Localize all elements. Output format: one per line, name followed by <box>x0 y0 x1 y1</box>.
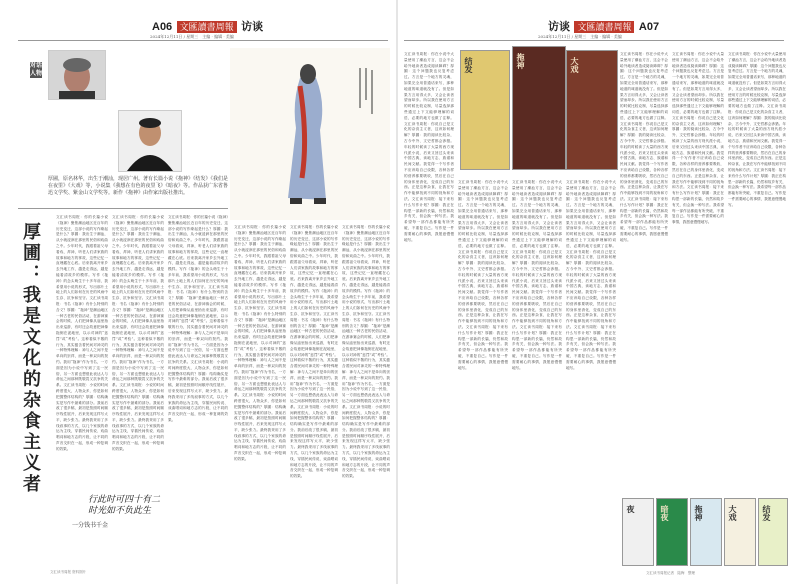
author-portrait-photo-1 <box>48 50 106 100</box>
painting-figure-icon <box>230 48 390 220</box>
column-tag: 对话人物 <box>30 63 43 77</box>
portrait-1-figure-icon <box>49 51 105 99</box>
portrait-2-figure-icon <box>119 111 181 171</box>
book-cover-bottom-title: 拖神 <box>694 505 704 521</box>
left-body-col-2: 文汇读书周报：你的长篇小说《拖神》聚焦潮汕地区近百年的历史变迁，这部小说的写作缘起是什么？厚圃：我出生于潮汕，从小就浸润在那里的民俗和戏曲之中。少年时代，我跟着祖父母看戏、拜神，听老人们讲家族的故事和地方的掌故，这些记忆一直埋藏在心底。后来我离开家乡去外地工作，越是走得远，越是能看清故乡的模样。写作《拖神》的念头萌生于十多年前，我希望用小说的形式，写出那片土地上的人们如何在历史的风雨中生存、抗争和坚守。文汇读书周报：书名《拖神》有什么特别的含义？厚圃：“拖神”是潮汕地区一种古老的民俗活动，在游神赛会的时候，人们把神像从庙里抬出来巡游，有时还会故意把神像拖倒在泥地里，以示对神的“惩罚”或“考验”。这种看似不敬的行为，其实蕴含着民间对神灵的一种特殊理解：神与人之间不是单向的崇拜，而是一种双向的契约。我用“拖神”作为书名，一方面是因为小说中写到了这一民俗，另一方面也想借此表达人与命运之间那种既敬畏又抗争的关系。文汇读书周报：小说的时间跨度很大，人物众多，你是如何把握整体结构的？厚圃：结构确实是写作中最难的部分。我前后改了很多稿，最初是按照时间顺序线性展开，后来发现这样写太平，缺少张力。最终我采用了多线叙事的方式，以几个家族的命运为主线，穿插民间传说、戏曲唱词和地方志的片段，让不同的声音交织在一起，形成一种复调的效果。 <box>112 215 164 451</box>
right-body-col-5: 文汇读书周报：你在小说中大量使用了潮汕方言，这会不会给外地读者造成阅读障碍？厚圃：这个问题我也反复考虑过。方言是一个地方的灵魂，如果完全用普通话来写，那种地道的味道就没有了。但是如果方言用得太多，又会让读者望而却步。所以我在使用方言的时候比较克制，尽量选择那些通过上下文能够理解的词语，必要的地方也做了注释。文汇读书周报：你说自己是文化的杂食主义者，这该如何理解？厚圃：我的阅读比较杂，古今中外、文史哲都会涉猎。年轻的时候读了大量的西方现代派小说，后来又回过头来读中国古典，读地方志、族谱和民间文献。我觉得一个写作者不应该给自己设限，各种各样的营养都要吸收，然后在自己的身体里消化，变成自己的东西。正是这种杂食，让我在写作中能够找到不同的视角和方法。文汇读书周报：接下来有什么写作计划？厚圃：我正在构思一部新的长篇，仍然和故乡有关，但会换一种写法。我希望每一部作品都能有所突破，不重复自己。写作是一件需要耐心的事情，我愿意慢慢地写。 <box>620 52 668 242</box>
book-cover-top-3 <box>566 50 618 170</box>
article-headline: 厚圃：我是文化的杂食主义者 <box>20 222 41 495</box>
book-cover-bottom-title: 暗夜 <box>660 505 670 521</box>
right-body-col-4: 文汇读书周报：你在小说中大量使用了潮汕方言，这会不会给外地读者造成阅读障碍？厚圃：这个问题我也反复考虑过。方言是一个地方的灵魂，如果完全用普通话来写，那种地道的味道就没有了。但是如果方言用得太多，又会让读者望而却步。所以我在使用方言的时候比较克制，尽量选择那些通过上下文能够理解的词语，必要的地方也做了注释。文汇读书周报：你说自己是文化的杂食主义者，这该如何理解？厚圃：我的阅读比较杂，古今中外、文史哲都会涉猎。年轻的时候读了大量的西方现代派小说，后来又回过头来读中国古典，读地方志、族谱和民间文献。我觉得一个写作者不应该给自己设限，各种各样的营养都要吸收，然后在自己的身体里消化，变成自己的东西。正是这种杂食，让我在写作中能够找到不同的视角和方法。文汇读书周报：接下来有什么写作计划？厚圃：我正在构思一部新的长篇，仍然和故乡有关，但会换一种写法。我希望每一部作品都能有所突破，不重复自己。写作是一件需要耐心的事情，我愿意慢慢地写。 <box>566 180 616 370</box>
book-cover-bottom-5 <box>758 498 788 566</box>
left-body-col-3: 文汇读书周报：你的长篇小说《拖神》聚焦潮汕地区近百年的历史变迁，这部小说的写作缘起是什么？厚圃：我出生于潮汕，从小就浸润在那里的民俗和戏曲之中。少年时代，我跟着祖父母看戏、拜神，听老人们讲家族的故事和地方的掌故，这些记忆一直埋藏在心底。后来我离开家乡去外地工作，越是走得远，越是能看清故乡的模样。写作《拖神》的念头萌生于十多年前，我希望用小说的形式，写出那片土地上的人们如何在历史的风雨中生存、抗争和坚守。文汇读书周报：书名《拖神》有什么特别的含义？厚圃：“拖神”是潮汕地区一种古老的民俗活动，在游神赛会的时候，人们把神像从庙里抬出来巡游，有时还会故意把神像拖倒在泥地里，以示对神的“惩罚”或“考验”。这种看似不敬的行为，其实蕴含着民间对神灵的一种特殊理解：神与人之间不是单向的崇拜，而是一种双向的契约。我用“拖神”作为书名，一方面是因为小说中写到了这一民俗，另一方面也想借此表达人与命运之间那种既敬畏又抗争的关系。文汇读书周报：小说的时间跨度很大，人物众多，你是如何把握整体结构的？厚圃：结构确实是写作中最难的部分。我前后改了很多稿，最初是按照时间顺序线性展开，后来发现这样写太平，缺少张力。最终我采用了多线叙事的方式，以几个家族的命运为主线，穿插民间传说、戏曲唱词和地方志的片段，让不同的声音交织在一起，形成一种复调的效果。 <box>168 215 228 422</box>
ink-painting-artwork <box>230 48 390 220</box>
right-section-name: 访谈 <box>548 21 570 33</box>
left-section-name: 访谈 <box>241 21 264 33</box>
book-cover-bottom-3 <box>690 498 722 566</box>
calligraphy-signature: 一分钱书千金 <box>72 522 109 529</box>
right-body-col-2: 文汇读书周报：你在小说中大量使用了潮汕方言，这会不会给外地读者造成阅读障碍？厚圃：这个问题我也反复考虑过。方言是一个地方的灵魂，如果完全用普通话来写，那种地道的味道就没有了。但是如果方言用得太多，又会让读者望而却步。所以我在使用方言的时候比较克制，尽量选择那些通过上下文能够理解的词语，必要的地方也做了注释。文汇读书周报：你说自己是文化的杂食主义者，这该如何理解？厚圃：我的阅读比较杂，古今中外、文史哲都会涉猎。年轻的时候读了大量的西方现代派小说，后来又回过头来读中国古典，读地方志、族谱和民间文献。我觉得一个写作者不应该给自己设限，各种各样的营养都要吸收，然后在自己的身体里消化，变成自己的东西。正是这种杂食，让我在写作中能够找到不同的视角和方法。文汇读书周报：接下来有什么写作计划？厚圃：我正在构思一部新的长篇，仍然和故乡有关，但会换一种写法。我希望每一部作品都能有所突破，不重复自己。写作是一件需要耐心的事情，我愿意慢慢地写。 <box>458 180 508 370</box>
left-page-number: A06 <box>152 21 173 33</box>
book-cover-top-title: 大戏 <box>570 57 580 73</box>
book-cover-bottom-4 <box>724 498 756 566</box>
left-body-col-5: 文汇读书周报：你的长篇小说《拖神》聚焦潮汕地区近百年的历史变迁，这部小说的写作缘起是什么？厚圃：我出生于潮汕，从小就浸润在那里的民俗和戏曲之中。少年时代，我跟着祖父母看戏、拜神，听老人们讲家族的故事和地方的掌故，这些记忆一直埋藏在心底。后来我离开家乡去外地工作，越是走得远，越是能看清故乡的模样。写作《拖神》的念头萌生于十多年前，我希望用小说的形式，写出那片土地上的人们如何在历史的风雨中生存、抗争和坚守。文汇读书周报：书名《拖神》有什么特别的含义？厚圃：“拖神”是潮汕地区一种古老的民俗活动，在游神赛会的时候，人们把神像从庙里抬出来巡游，有时还会故意把神像拖倒在泥地里，以示对神的“惩罚”或“考验”。这种看似不敬的行为，其实蕴含着民间对神灵的一种特殊理解：神与人之间不是单向的崇拜，而是一种双向的契约。我用“拖神”作为书名，一方面是因为小说中写到了这一民俗，另一方面也想借此表达人与命运之间那种既敬畏又抗争的关系。文汇读书周报：小说的时间跨度很大，人物众多，你是如何把握整体结构的？厚圃：结构确实是写作中最难的部分。我前后改了很多稿，最初是按照时间顺序线性展开，后来发现这样写太平，缺少张力。最终我采用了多线叙事的方式，以几个家族的命运为主线，穿插民间传说、戏曲唱词和地方志的片段，让不同的声音交织在一起，形成一种复调的效果。 <box>290 225 338 479</box>
book-cover-bottom-2 <box>656 498 688 566</box>
right-body-col-3: 文汇读书周报：你在小说中大量使用了潮汕方言，这会不会给外地读者造成阅读障碍？厚圃：这个问题我也反复考虑过。方言是一个地方的灵魂，如果完全用普通话来写，那种地道的味道就没有了。但是如果方言用得太多，又会让读者望而却步。所以我在使用方言的时候比较克制，尽量选择那些通过上下文能够理解的词语，必要的地方也做了注释。文汇读书周报：你说自己是文化的杂食主义者，这该如何理解？厚圃：我的阅读比较杂，古今中外、文史哲都会涉猎。年轻的时候读了大量的西方现代派小说，后来又回过头来读中国古典，读地方志、族谱和民间文献。我觉得一个写作者不应该给自己设限，各种各样的营养都要吸收，然后在自己的身体里消化，变成自己的东西。正是这种杂食，让我在写作中能够找到不同的视角和方法。文汇读书周报：接下来有什么写作计划？厚圃：我正在构思一部新的长篇，仍然和故乡有关，但会换一种写法。我希望每一部作品都能有所突破，不重复自己。写作是一件需要耐心的事情，我愿意慢慢地写。 <box>512 180 562 370</box>
left-header-rule <box>18 40 388 41</box>
right-header-rule <box>404 40 784 41</box>
book-cover-top-1 <box>460 50 510 170</box>
book-cover-top-title: 拖神 <box>516 53 526 69</box>
left-body-col-1: 文汇读书周报：你的长篇小说《拖神》聚焦潮汕地区近百年的历史变迁，这部小说的写作缘起是什么？厚圃：我出生于潮汕，从小就浸润在那里的民俗和戏曲之中。少年时代，我跟着祖父母看戏、拜神，听老人们讲家族的故事和地方的掌故，这些记忆一直埋藏在心底。后来我离开家乡去外地工作，越是走得远，越是能看清故乡的模样。写作《拖神》的念头萌生于十多年前，我希望用小说的形式，写出那片土地上的人们如何在历史的风雨中生存、抗争和坚守。文汇读书周报：书名《拖神》有什么特别的含义？厚圃：“拖神”是潮汕地区一种古老的民俗活动，在游神赛会的时候，人们把神像从庙里抬出来巡游，有时还会故意把神像拖倒在泥地里，以示对神的“惩罚”或“考验”。这种看似不敬的行为，其实蕴含着民间对神灵的一种特殊理解：神与人之间不是单向的崇拜，而是一种双向的契约。我用“拖神”作为书名，一方面是因为小说中写到了这一民俗，另一方面也想借此表达人与命运之间那种既敬畏又抗争的关系。文汇读书周报：小说的时间跨度很大，人物众多，你是如何把握整体结构的？厚圃：结构确实是写作中最难的部分。我前后改了很多稿，最初是按照时间顺序线性展开，后来发现这样写太平，缺少张力。最终我采用了多线叙事的方式，以几个家族的命运为主线，穿插民间传说、戏曲唱词和地方志的片段，让不同的声音交织在一起，形成一种复调的效果。 <box>56 215 108 451</box>
left-body-col-6: 文汇读书周报：你的长篇小说《拖神》聚焦潮汕地区近百年的历史变迁，这部小说的写作缘起是什么？厚圃：我出生于潮汕，从小就浸润在那里的民俗和戏曲之中。少年时代，我跟着祖父母看戏、拜神，听老人们讲家族的故事和地方的掌故，这些记忆一直埋藏在心底。后来我离开家乡去外地工作，越是走得远，越是能看清故乡的模样。写作《拖神》的念头萌生于十多年前，我希望用小说的形式，写出那片土地上的人们如何在历史的风雨中生存、抗争和坚守。文汇读书周报：书名《拖神》有什么特别的含义？厚圃：“拖神”是潮汕地区一种古老的民俗活动，在游神赛会的时候，人们把神像从庙里抬出来巡游，有时还会故意把神像拖倒在泥地里，以示对神的“惩罚”或“考验”。这种看似不敬的行为，其实蕴含着民间对神灵的一种特殊理解：神与人之间不是单向的崇拜，而是一种双向的契约。我用“拖神”作为书名，一方面是因为小说中写到了这一民俗，另一方面也想借此表达人与命运之间那种既敬畏又抗争的关系。文汇读书周报：小说的时间跨度很大，人物众多，你是如何把握整体结构的？厚圃：结构确实是写作中最难的部分。我前后改了很多稿，最初是按照时间顺序线性展开，后来发现这样写太平，缺少张力。最终我采用了多线叙事的方式，以几个家族的命运为主线，穿插民间传说、戏曲唱词和地方志的片段，让不同的声音交织在一起，形成一种复调的效果。 <box>342 225 390 479</box>
left-issue-meta: 2024年12月11日 / 星期三 主编 · 编辑 · 美编 <box>150 34 234 39</box>
book-cover-bottom-title: 夜 <box>626 505 636 513</box>
right-issue-meta: 2024年12月11日 / 星期三 主编 · 编辑 · 美编 <box>538 34 622 39</box>
right-body-col-7: 文汇读书周报：你在小说中大量使用了潮汕方言，这会不会给外地读者造成阅读障碍？厚圃：这个问题我也反复考虑过。方言是一个地方的灵魂，如果完全用普通话来写，那种地道的味道就没有了。但是如果方言用得太多，又会让读者望而却步。所以我在使用方言的时候比较克制，尽量选择那些通过上下文能够理解的词语，必要的地方也做了注释。文汇读书周报：你说自己是文化的杂食主义者，这该如何理解？厚圃：我的阅读比较杂，古今中外、文史哲都会涉猎。年轻的时候读了大量的西方现代派小说，后来又回过头来读中国古典，读地方志、族谱和民间文献。我觉得一个写作者不应该给自己设限，各种各样的营养都要吸收，然后在自己的身体里消化，变成自己的东西。正是这种杂食，让我在写作中能够找到不同的视角和方法。文汇读书周报：接下来有什么写作计划？厚圃：我正在构思一部新的长篇，仍然和故乡有关，但会换一种写法。我希望每一部作品都能有所突破，不重复自己。写作是一件需要耐心的事情，我愿意慢慢地写。 <box>728 52 786 207</box>
book-cover-bottom-title: 结发 <box>762 505 772 521</box>
left-page <box>0 0 397 584</box>
book-cover-bottom-1 <box>622 498 654 566</box>
left-caption-rule <box>18 208 228 209</box>
left-photo-credit: 文汇读书周报 资料图片 <box>50 570 87 574</box>
left-brand-logo: 文匯讀書周報 <box>177 21 237 33</box>
author-portrait-photo-2 <box>118 110 182 172</box>
book-cover-bottom-title: 大戏 <box>728 505 738 521</box>
left-body-col-4: 文汇读书周报：你的长篇小说《拖神》聚焦潮汕地区近百年的历史变迁，这部小说的写作缘起是什么？厚圃：我出生于潮汕，从小就浸润在那里的民俗和戏曲之中。少年时代，我跟着祖父母看戏、拜神，听老人们讲家族的故事和地方的掌故，这些记忆一直埋藏在心底。后来我离开家乡去外地工作，越是走得远，越是能看清故乡的模样。写作《拖神》的念头萌生于十多年前，我希望用小说的形式，写出那片土地上的人们如何在历史的风雨中生存、抗争和坚守。文汇读书周报：书名《拖神》有什么特别的含义？厚圃：“拖神”是潮汕地区一种古老的民俗活动，在游神赛会的时候，人们把神像从庙里抬出来巡游，有时还会故意把神像拖倒在泥地里，以示对神的“惩罚”或“考验”。这种看似不敬的行为，其实蕴含着民间对神灵的一种特殊理解：神与人之间不是单向的崇拜，而是一种双向的契约。我用“拖神”作为书名，一方面是因为小说中写到了这一民俗，另一方面也想借此表达人与命运之间那种既敬畏又抗争的关系。文汇读书周报：小说的时间跨度很大，人物众多，你是如何把握整体结构的？厚圃：结构确实是写作中最难的部分。我前后改了很多稿，最初是按照时间顺序线性展开，后来发现这样写太平，缺少张力。最终我采用了多线叙事的方式，以几个家族的命运为主线，穿插民间传说、戏曲唱词和地方志的片段，让不同的声音交织在一起，形成一种复调的效果。 <box>234 225 286 461</box>
right-body-col-1: 文汇读书周报：你在小说中大量使用了潮汕方言，这会不会给外地读者造成阅读障碍？厚圃：这个问题我也反复考虑过。方言是一个地方的灵魂，如果完全用普通话来写，那种地道的味道就没有了。但是如果方言用得太多，又会让读者望而却步。所以我在使用方言的时候比较克制，尽量选择那些通过上下文能够理解的词语，必要的地方也做了注释。文汇读书周报：你说自己是文化的杂食主义者，这该如何理解？厚圃：我的阅读比较杂，古今中外、文史哲都会涉猎。年轻的时候读了大量的西方现代派小说，后来又回过头来读中国古典，读地方志、族谱和民间文献。我觉得一个写作者不应该给自己设限，各种各样的营养都要吸收，然后在自己的身体里消化，变成自己的东西。正是这种杂食，让我在写作中能够找到不同的视角和方法。文汇读书周报：接下来有什么写作计划？厚圃：我正在构思一部新的长篇，仍然和故乡有关，但会换一种写法。我希望每一部作品都能有所突破，不重复自己。写作是一件需要耐心的事情，我愿意慢慢地写。 <box>404 52 454 242</box>
calligraphy-inscription: 行此时可四十有二 时光如不负此生 <box>88 495 161 516</box>
right-body-col-6: 文汇读书周报：你在小说中大量使用了潮汕方言，这会不会给外地读者造成阅读障碍？厚圃：这个问题我也反复考虑过。方言是一个地方的灵魂，如果完全用普通话来写，那种地道的味道就没有了。但是如果方言用得太多，又会让读者望而却步。所以我在使用方言的时候比较克制，尽量选择那些通过上下文能够理解的词语，必要的地方也做了注释。文汇读书周报：你说自己是文化的杂食主义者，这该如何理解？厚圃：我的阅读比较杂，古今中外、文史哲都会涉猎。年轻的时候读了大量的西方现代派小说，后来又回过头来读中国古典，读地方志、族谱和民间文献。我觉得一个写作者不应该给自己设限，各种各样的营养都要吸收，然后在自己的身体里消化，变成自己的东西。正是这种杂食，让我在写作中能够找到不同的视角和方法。文汇读书周报：接下来有什么写作计划？厚圃：我正在构思一部新的长篇，仍然和故乡有关，但会换一种写法。我希望每一部作品都能有所突破，不重复自己。写作是一件需要耐心的事情，我愿意慢慢地写。 <box>672 52 724 225</box>
book-cover-top-2 <box>512 46 566 170</box>
right-page <box>398 0 795 584</box>
right-brand-logo: 文匯讀書周報 <box>574 21 634 33</box>
right-page-number: A07 <box>638 21 660 33</box>
book-cover-top-title: 结发 <box>464 57 474 73</box>
author-caption: 厚圃，原名林华，出生于潮汕，现居广州。著有长篇小说《拖神》《结发》《我们是在夜里》《大戏》等，小说集《我想在有色的夜里飞》《暗夜》等。作品获广东省鲁迅文学奖、紫金山文学奖等。新作《拖神》由作家出版社推出。 <box>48 176 229 196</box>
right-footer-credit: 文汇读书周报记者 陆梅 整理 <box>646 571 695 575</box>
